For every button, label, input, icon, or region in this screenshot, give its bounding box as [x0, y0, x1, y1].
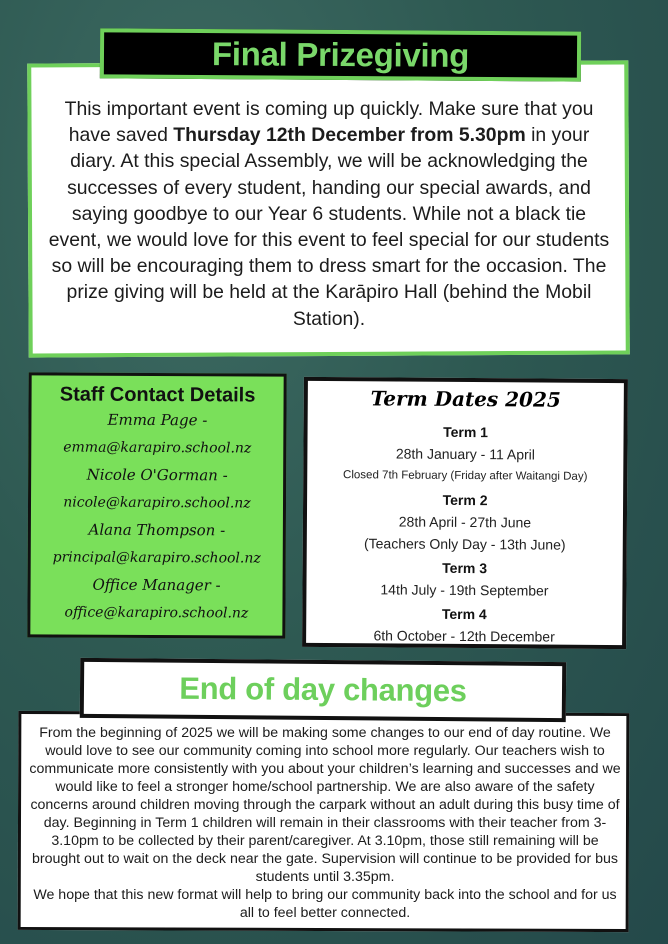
- term-dates-panel: [302, 377, 628, 649]
- term-dates: 28th April - 27th June: [398, 513, 532, 531]
- term-dates: 14th July - 19th September: [380, 581, 549, 599]
- end-of-day-title: End of day changes: [179, 670, 467, 709]
- contact-email-link[interactable]: office@karapiro.school.nz: [64, 604, 249, 621]
- staff-contact-panel: [27, 372, 286, 638]
- final-prizegiving-title: Final Prizegiving: [211, 35, 470, 74]
- term-dates: 6th October - 12th December: [373, 627, 555, 645]
- contact-name: Office Manager -: [92, 575, 221, 595]
- final-prizegiving-text-details: in your diary. At this special Assembly, we will be acknowledging the successes of every student, handing our special awards, and saying goodbye to our Year 6 students. While not a black tie event, we would love for this event to feel special for our students so will be encouraging them to dress smart for the occasion. The prize giving will be held at the Karāpiro Hall (behind the Mobil Station).: [48, 124, 610, 330]
- term-note: (Teachers Only Day - 13th June): [363, 535, 566, 553]
- contact-name: Emma Page -: [107, 410, 208, 430]
- term-label: Term 1: [443, 423, 489, 441]
- term-dates-title: Term Dates 2025: [370, 386, 561, 412]
- contact-name: Nicole O'Gorman -: [86, 465, 228, 485]
- end-of-day-paragraph: From the beginning of 2025 we will be making some changes to our end of day routine. We would love to see our community coming into school more regularly. Our teachers wish to communicate more consistently with you about your children’s learning and successes and we would like to feel a stronger home/school partnership. We are also aware of the safety concerns around children moving through the carpark without an adult during this busy time of day. Beginning in Term 1 children will remain in their classrooms with their teacher from 3-3.10pm to be collected by their parent/caregiver. At 3.10pm, those still remaining will be brought out to wait on the deck near the gate. Supervision will continue to be provided for bus students until 3.35pm.: [29, 725, 621, 885]
- contact-name: Alana Thompson -: [88, 520, 226, 540]
- term-dates: 28th January - 11 April: [395, 445, 535, 463]
- contact-email-link[interactable]: principal@karapiro.school.nz: [52, 548, 261, 567]
- final-prizegiving-text: [44, 96, 614, 332]
- term-label: Term 4: [441, 605, 487, 623]
- end-of-day-header: [80, 658, 567, 722]
- final-prizegiving-text-intro: This important event is coming up quickly. Make sure that you have saved: [64, 98, 594, 147]
- term-note: Closed 7th February (Friday after Waitangi Day): [343, 469, 588, 483]
- event-date-highlight: Thursday 12th December from 5.30pm: [173, 124, 526, 147]
- final-prizegiving-header: [100, 28, 581, 81]
- contact-email-link[interactable]: nicole@karapiro.school.nz: [63, 494, 251, 511]
- staff-contact-title: Staff Contact Details: [59, 383, 256, 407]
- end-of-day-paragraph: We hope that this new format will help to bring our community back into the school and for us all to feel better connected.: [33, 887, 617, 921]
- term-label: Term 3: [442, 559, 488, 577]
- term-label: Term 2: [442, 491, 488, 509]
- end-of-day-text: [26, 724, 624, 922]
- contact-email-link[interactable]: emma@karapiro.school.nz: [63, 439, 252, 456]
